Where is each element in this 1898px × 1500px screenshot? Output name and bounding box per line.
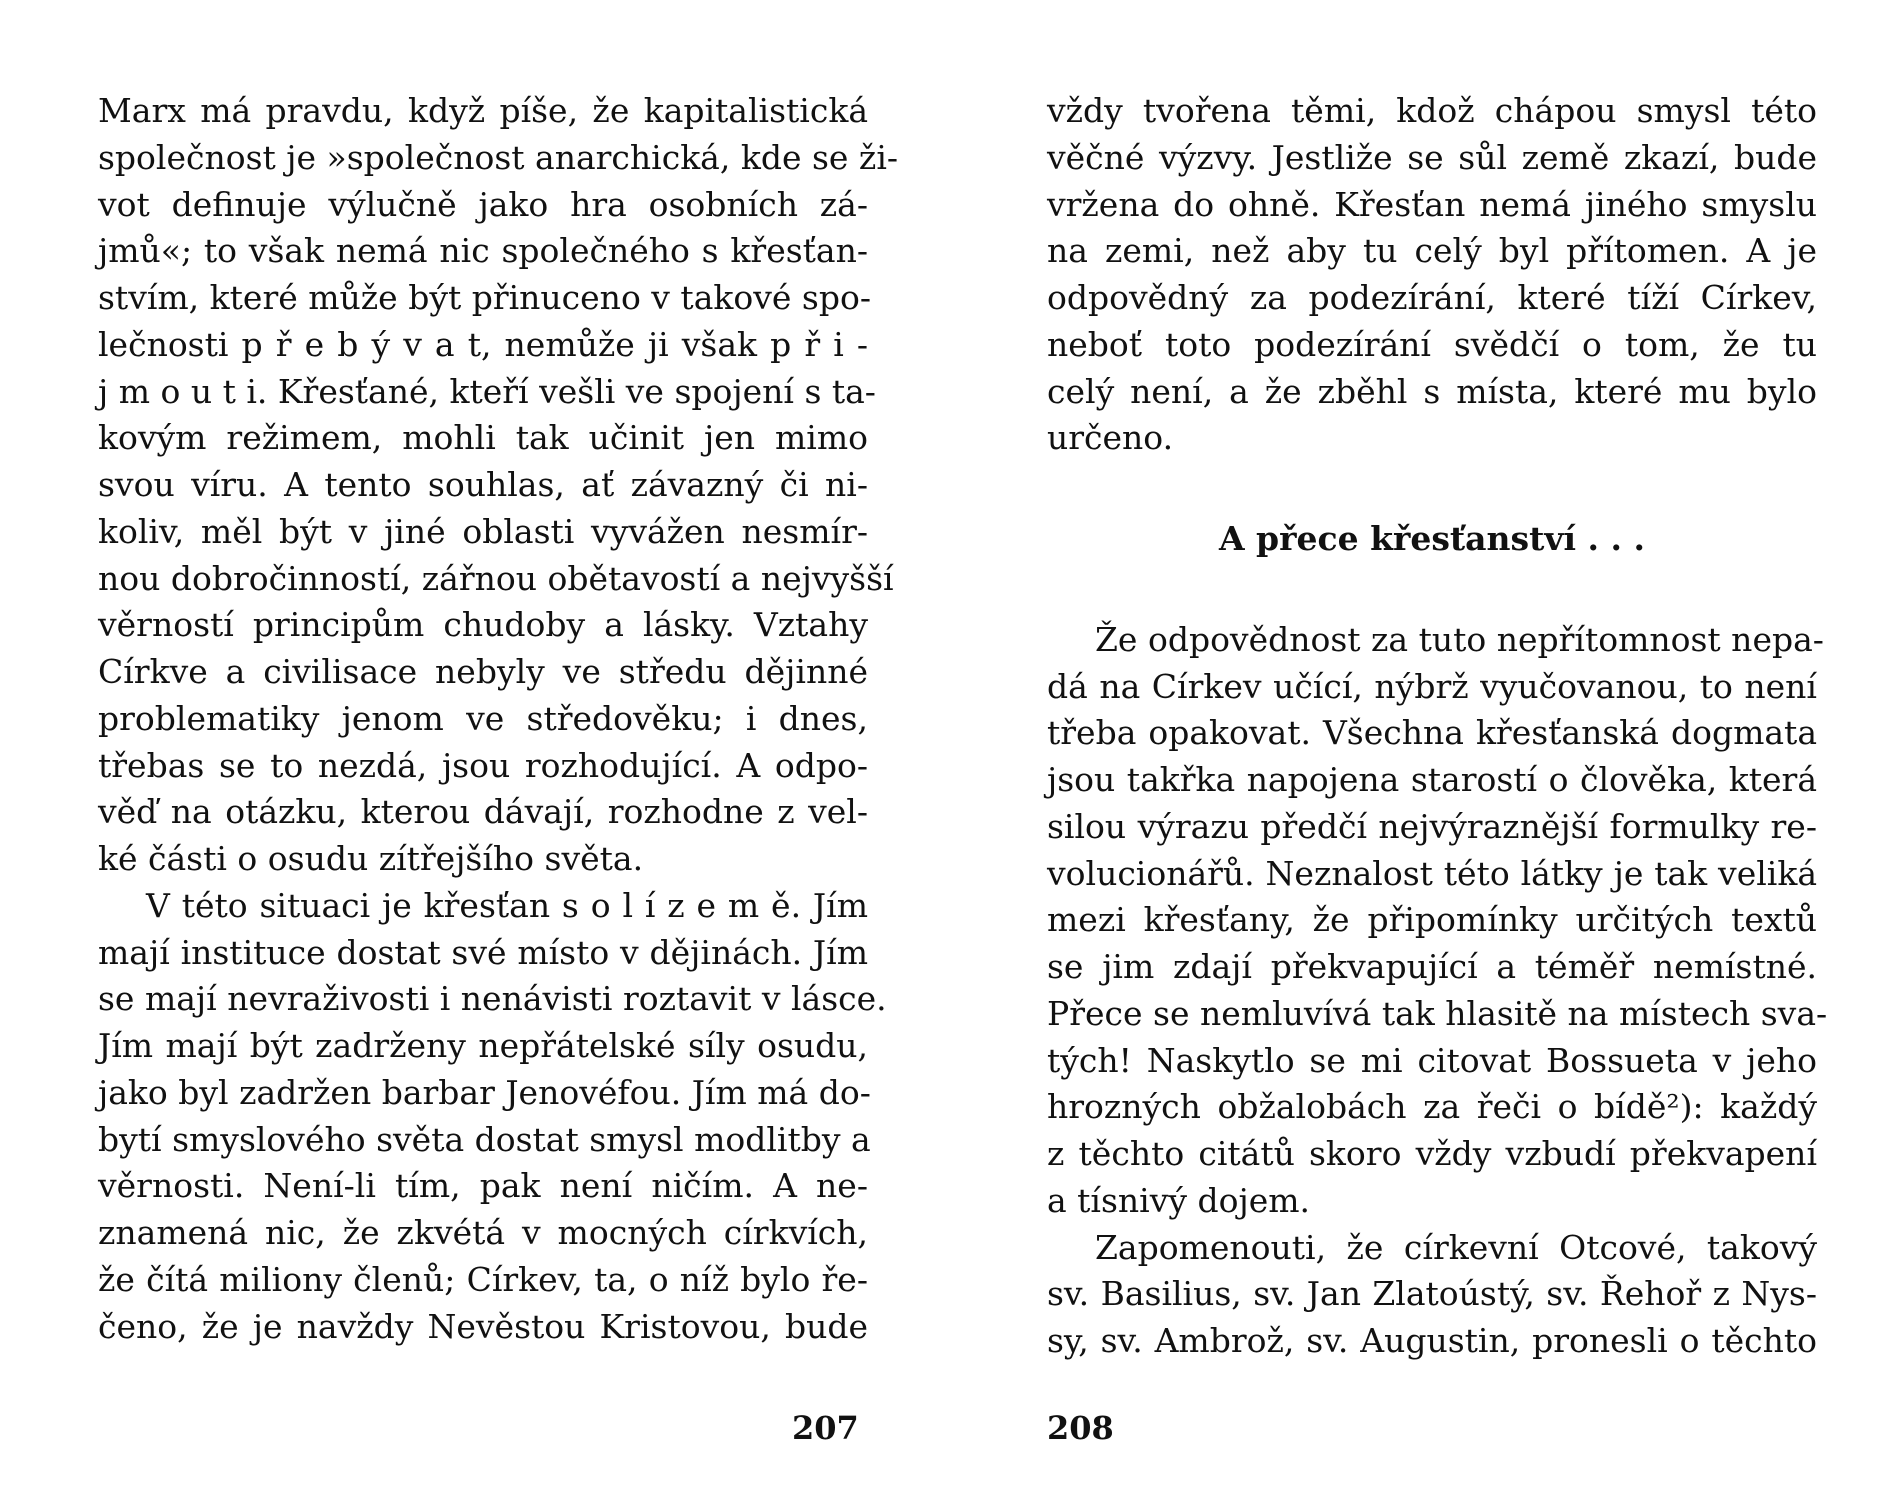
text-line: volucionářů. Neznalost této látky je tak veliká xyxy=(1047,853,1817,893)
text-line: Že odpovědnost za tuto nepřítomnost nepa- xyxy=(1095,619,1824,659)
text-line: nou dobročinností, zářnou obětavostí a nejvyšší xyxy=(98,558,894,598)
text-line: Jím mají být zadrženy nepřátelské síly osudu, xyxy=(98,1026,868,1065)
text-line: sv. Basilius, sv. Jan Zlatoústý, sv. Řehoř z Nys- xyxy=(1047,1274,1817,1314)
text-line: bytí smyslového světa dostat smysl modlitby a xyxy=(98,1119,871,1159)
text-line: tých! Naskytlo se mi citovat Bossueta v jeho xyxy=(1047,1040,1817,1080)
text-line: společnost je »společnost anarchická, kde se ži- xyxy=(98,137,899,177)
text-line: věčné výzvy. Jestliže se sůl země zkazí, bude xyxy=(1047,137,1817,177)
text-line: dá na Církev učící, nýbrž vyučovanou, to není xyxy=(1047,666,1817,706)
text-line: Přece se nemluvívá tak hlasitě na místech sva- xyxy=(1047,993,1828,1033)
left-page xyxy=(98,88,899,1350)
text-line: na zemi, než aby tu celý byl přítomen. A je xyxy=(1047,231,1817,271)
text-line: vržena do ohně. Křesťan nemá jiného smyslu xyxy=(1047,184,1817,224)
text-line: lečnosti p ř e b ý v a t, nemůže ji však p ř i - xyxy=(98,324,868,364)
text-line: třeba opakovat. Všechna křesťanská dogmata xyxy=(1047,713,1817,753)
text-line: znamená nic, že zkvétá v mocných církvích, xyxy=(98,1213,868,1252)
text-line: stvím, které může být přinuceno v takové spo- xyxy=(98,278,871,317)
text-line: Marx má pravdu, když píše, že kapitalistická xyxy=(98,91,868,130)
page-number-left: 207 xyxy=(792,1409,859,1447)
text-line: jmů«; to však nemá nic společného s křesťan- xyxy=(98,231,868,271)
text-line: z těchto citátů skoro vždy vzbudí překvapení xyxy=(1047,1134,1817,1173)
text-line: a tísnivý dojem. xyxy=(1047,1180,1311,1220)
page-number-right: 208 xyxy=(1047,1409,1114,1447)
text-line: kovým režimem, mohli tak učinit jen mimo xyxy=(98,418,868,458)
text-line: čeno, že je navždy Nevěstou Kristovou, bude xyxy=(98,1306,868,1346)
text-line: se jim zdají překvapující a téměř nemístné. xyxy=(1047,947,1817,986)
text-line: vždy tvořena těmi, kdož chápou smysl této xyxy=(1047,91,1817,130)
text-line: že čítá miliony členů; Církev, ta, o níž bylo ře- xyxy=(98,1259,868,1299)
text-line: j m o u t i. Křesťané, kteří vešli ve spojení s ta- xyxy=(98,371,876,411)
text-line: silou výrazu předčí nejvýraznější formulky re- xyxy=(1047,806,1817,846)
text-line: celý není, a že zběhl s místa, které mu bylo xyxy=(1047,371,1817,411)
text-line: ké části o osudu zítřejšího světa. xyxy=(98,839,644,878)
text-line: svou víru. A tento souhlas, ať závazný či ni- xyxy=(98,465,868,504)
text-line: jsou takřka napojena starostí o člověka, která xyxy=(1047,760,1817,799)
text-line: hrozných obžalobách za řeči o bídě²): každý xyxy=(1047,1087,1817,1127)
text-line: třebas se to nezdá, jsou rozhodující. A odpo- xyxy=(98,745,868,785)
text-line: mezi křesťany, že připomínky určitých textů xyxy=(1047,900,1817,940)
text-line: věrností principům chudoby a lásky. Vztahy xyxy=(98,605,868,645)
text-line: Církve a civilisace nebyly ve středu dějinné xyxy=(98,652,868,691)
text-line: koliv, měl být v jiné oblasti vyvážen nesmír- xyxy=(98,511,868,551)
text-line: vot definuje výlučně jako hra osobních zá- xyxy=(98,184,868,224)
text-line: věrnosti. Není-li tím, pak není ničím. A ne- xyxy=(98,1166,868,1206)
text-line: problematiky jenom ve středověku; i dnes, xyxy=(98,698,868,738)
text-line: neboť toto podezírání svědčí o tom, že tu xyxy=(1047,324,1817,364)
text-line: odpovědný za podezírání, které tíží Církev, xyxy=(1047,278,1817,317)
text-line: mají instituce dostat své místo v dějinách. Jím xyxy=(98,932,868,972)
text-line: věď na otázku, kterou dávají, rozhodne z vel- xyxy=(98,792,868,832)
text-line: se mají nevraživosti i nenávisti roztavit v lásce. xyxy=(98,979,887,1019)
section-heading: A přece křesťanství . . . xyxy=(1218,519,1646,558)
text-line: Zapomenouti, že církevní Otcové, takový xyxy=(1095,1227,1817,1267)
text-line: sy, sv. Ambrož, sv. Augustin, pronesli o těchto xyxy=(1047,1321,1817,1360)
text-line: V této situaci je křesťan s o l í z e m ě. Jím xyxy=(146,885,868,925)
right-page xyxy=(1047,88,1828,1365)
text-line: určeno. xyxy=(1047,418,1174,458)
text-line: jako byl zadržen barbar Jenovéfou. Jím má do- xyxy=(98,1072,871,1112)
